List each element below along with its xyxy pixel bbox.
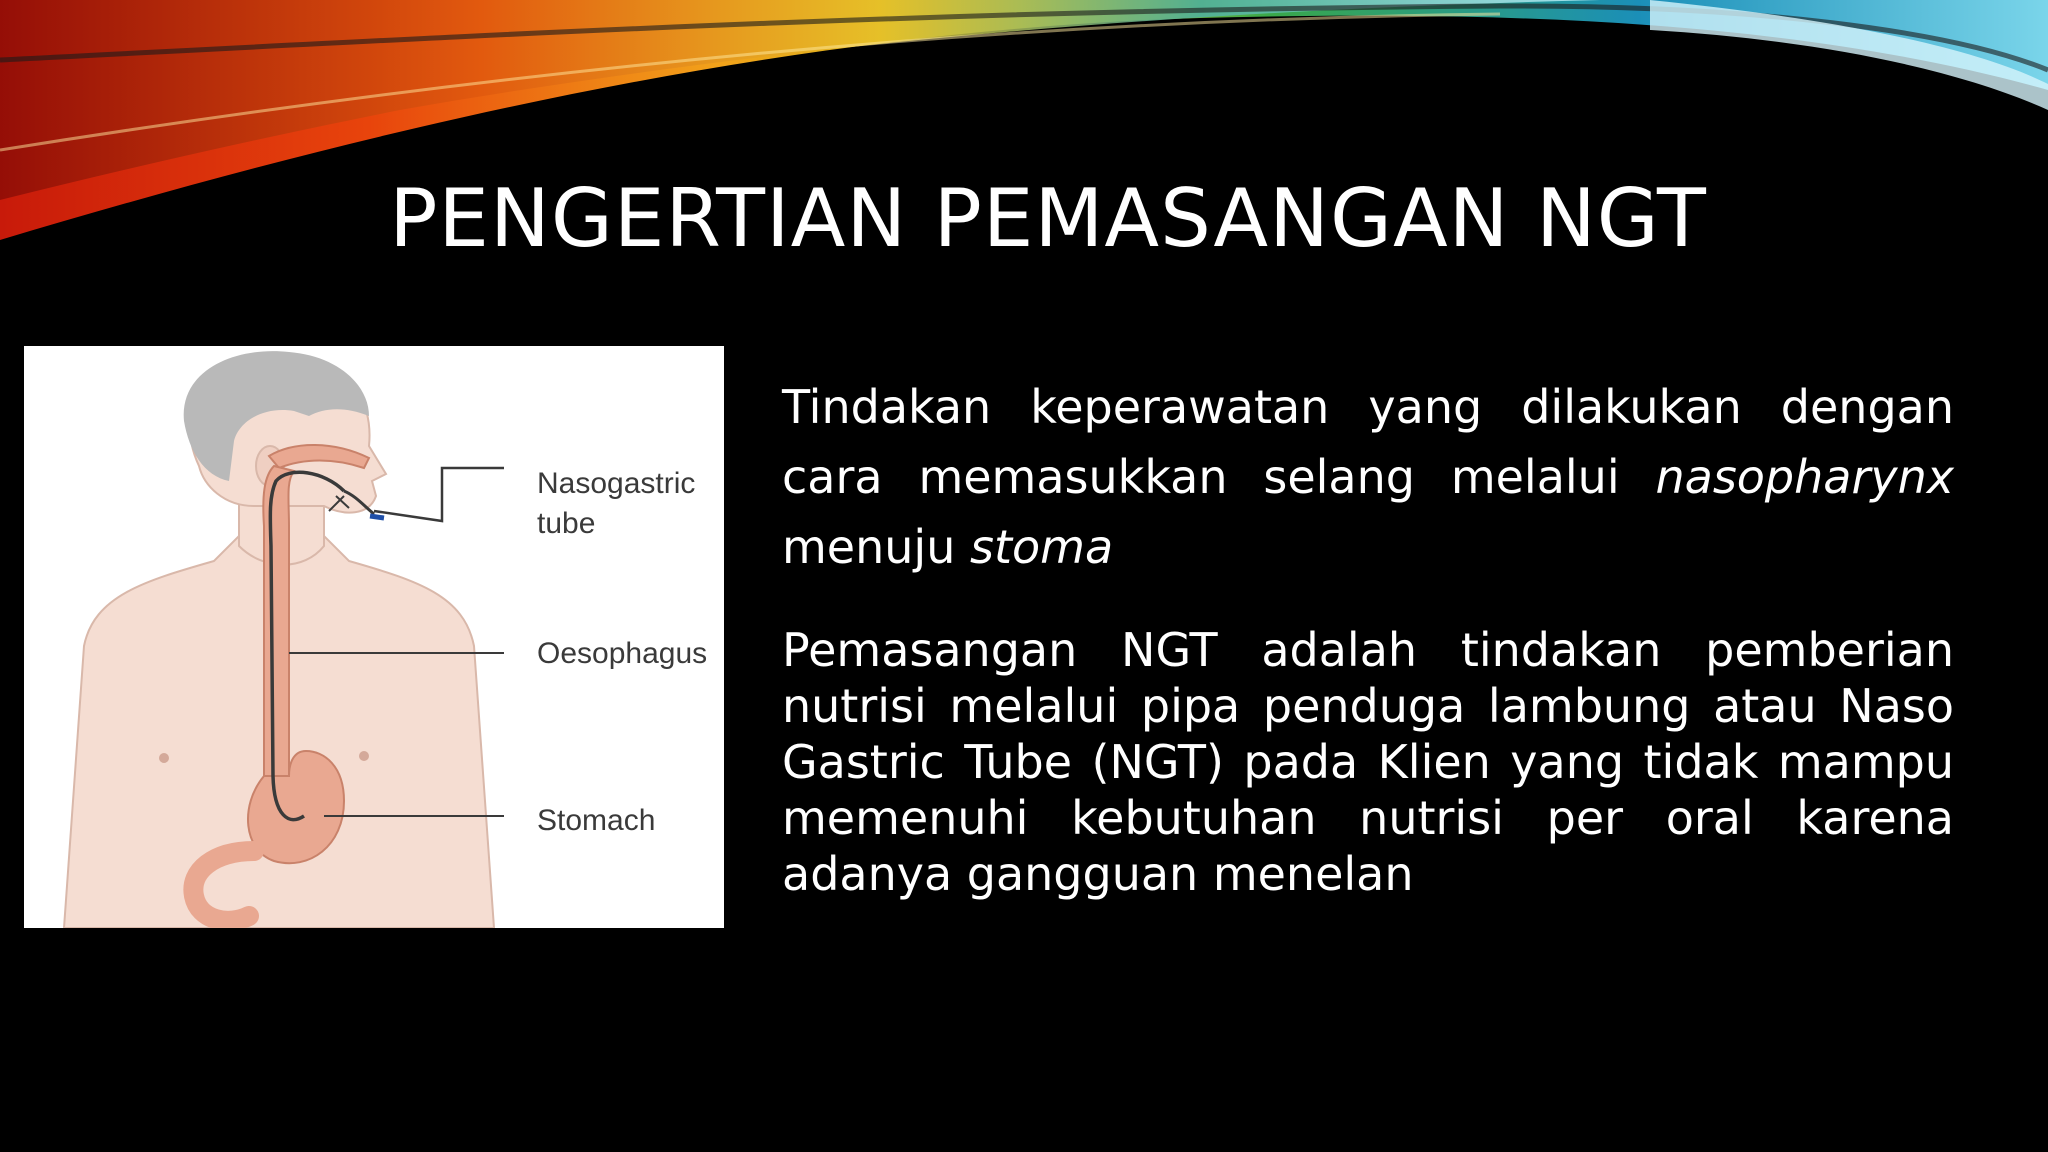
paragraph-definition-middle: menuju bbox=[782, 520, 970, 574]
tube-leader-line bbox=[374, 468, 504, 521]
paragraph-description: Pemasangan NGT adalah tindakan pemberian nutrisi melalui pipa penduga lambung atau Naso Gastric Tube (NGT) pada Klien yang tidak mampu memenuhi kebutuhan nutrisi per oral karena adanya gangguan menelan bbox=[782, 623, 1954, 901]
label-nasogastric-tube-line1: Nasogastric bbox=[537, 467, 696, 500]
label-stomach: Stomach bbox=[537, 804, 656, 837]
label-nasogastric-tube-line2: tube bbox=[537, 507, 596, 540]
slide-title: PENGERTIAN PEMASANGAN NGT bbox=[389, 172, 1707, 265]
label-oesophagus: Oesophagus bbox=[537, 637, 708, 670]
paragraph-definition bbox=[782, 372, 1954, 582]
term-nasopharynx: nasopharynx bbox=[1655, 450, 1954, 504]
ngt-anatomy-illustration bbox=[24, 346, 724, 928]
term-stoma: stoma bbox=[969, 520, 1114, 574]
paragraph-definition-start: Tindakan keperawatan yang dilakukan dengan cara memasukkan selang melalui bbox=[782, 380, 1954, 504]
oesophagus bbox=[263, 466, 294, 776]
